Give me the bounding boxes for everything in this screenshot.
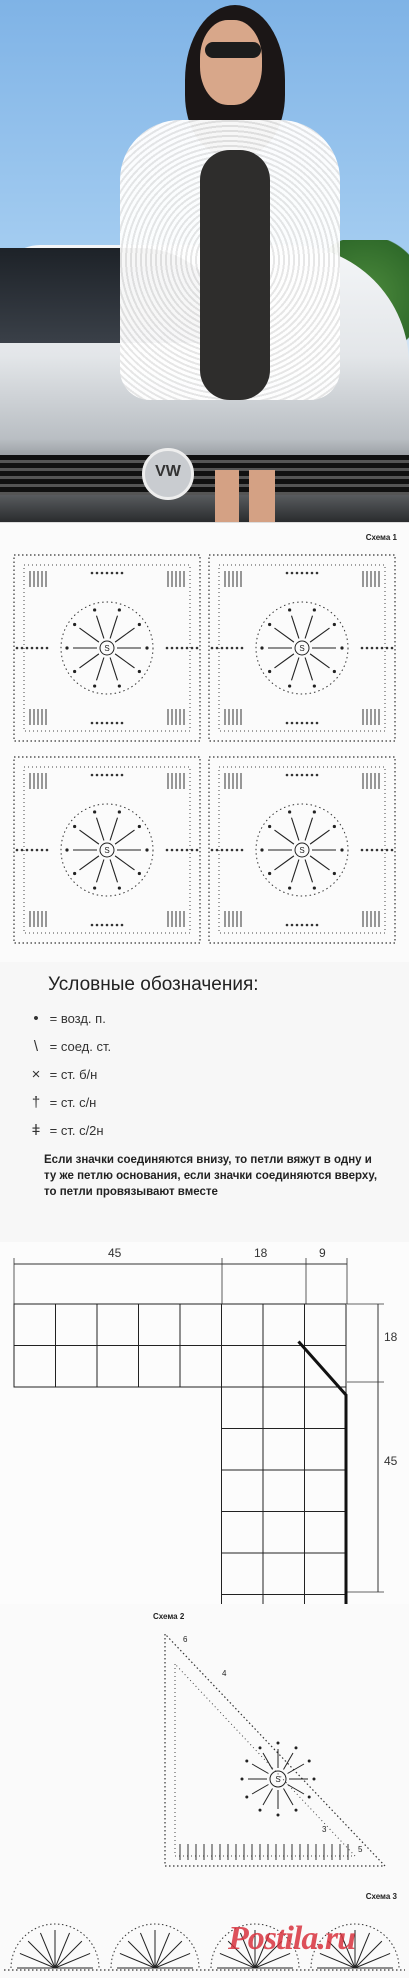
motif-chain-dot [65, 848, 68, 851]
motif-side-dot [311, 572, 314, 575]
motif-petal-stitch [79, 830, 98, 844]
motif-chain-dot [288, 810, 291, 813]
dimension-18-right: 18 [384, 1330, 398, 1344]
car-emblem-icon [142, 448, 194, 500]
grid-cell [222, 1304, 264, 1346]
motif-side-dot [306, 572, 309, 575]
grid-cell [222, 1512, 264, 1554]
motif-side-dot [21, 647, 24, 650]
neckline-edge [299, 1342, 347, 1605]
triangle-inner [175, 1664, 355, 1856]
motif-chain-dot [73, 825, 76, 828]
motif-petal-stitch [310, 628, 329, 642]
motif-petal-stitch [305, 818, 312, 841]
sunglasses-icon [205, 42, 261, 58]
motif-side-dot [91, 722, 94, 725]
motif-chain-dot [268, 623, 271, 626]
chain-dot [245, 1760, 248, 1763]
motif-side-dot [106, 924, 109, 927]
motif-side-dot [386, 647, 389, 650]
motif-side-dot [31, 849, 34, 852]
grid-cell [222, 1470, 264, 1512]
motif-side-dot [106, 722, 109, 725]
backslash-icon: \ [33, 1038, 39, 1055]
chain-dot [241, 1778, 244, 1781]
motif-chain-dot [73, 670, 76, 673]
grid-cell [56, 1304, 98, 1346]
assembly-grid [0, 1242, 409, 1604]
motif-petal-stitch [305, 616, 312, 639]
motif-chain-dot [313, 810, 316, 813]
motif-chain-dot [93, 684, 96, 687]
grid-cell [305, 1429, 347, 1471]
triangle-outline [165, 1634, 385, 1866]
motif-side-dot [286, 774, 289, 777]
motif-side-dot [111, 774, 114, 777]
motif-side-dot [381, 647, 384, 650]
scheme-1 [0, 522, 409, 963]
scheme-1-diagram [10, 551, 399, 955]
motif-petal-stitch [310, 856, 329, 870]
motif-side-dot [121, 722, 124, 725]
motif-side-dot [26, 849, 29, 852]
grid-cell [180, 1304, 222, 1346]
motif-side-dot [306, 722, 309, 725]
motif-center-label: S [104, 644, 110, 653]
motif-chain-dot [333, 623, 336, 626]
motif-side-dot [196, 647, 199, 650]
motif-petal-stitch [115, 856, 134, 870]
motif-side-dot [46, 849, 49, 852]
motif-chain-dot [333, 825, 336, 828]
motif-side-dot [316, 924, 319, 927]
motif-side-dot [26, 647, 29, 650]
motif-side-dot [121, 572, 124, 575]
motif-side-dot [41, 849, 44, 852]
double-dagger-icon: ǂ [31, 1122, 41, 1139]
motif-chain-dot [93, 886, 96, 889]
grid-cell [305, 1346, 347, 1388]
scallop-stitch [55, 1941, 82, 1968]
dagger-icon: † [31, 1094, 41, 1111]
motif-chain-dot [138, 825, 141, 828]
petal-stitch [263, 1753, 273, 1769]
motif-side-dot [371, 647, 374, 650]
legend-text: = ст. с/2н [49, 1123, 104, 1138]
motif-petal-stitch [291, 860, 298, 883]
motif-side-dot [96, 722, 99, 725]
motif-side-dot [301, 722, 304, 725]
legend-title: Условные обозначения: [48, 974, 259, 995]
motif-side-dot [236, 647, 239, 650]
motif-side-dot [171, 849, 174, 852]
motif-side-dot [191, 849, 194, 852]
motif-side-dot [361, 849, 364, 852]
motif-chain-dot [340, 848, 343, 851]
motif-chain-dot [288, 608, 291, 611]
legend-row-sc [26, 1064, 97, 1086]
motif-center-label: S [299, 644, 305, 653]
motif-side-dot [191, 647, 194, 650]
motif-side-dot [241, 647, 244, 650]
motif-side-dot [221, 849, 224, 852]
legend-note: Если значки соединяются внизу, то петли вяжут в одну и ту же петлю основания, если значки соединяются вверху, то петли провязывают вместе [44, 1154, 378, 1198]
motif-side-dot [311, 774, 314, 777]
motif-side-dot [91, 572, 94, 575]
motif-chain-dot [73, 872, 76, 875]
motif-chain-dot [288, 886, 291, 889]
chain-dot [295, 1746, 298, 1749]
motif-chain-dot [118, 810, 121, 813]
row-number: 6 [183, 1635, 188, 1644]
motif-petal-stitch [96, 616, 103, 639]
motif-chain-dot [313, 608, 316, 611]
motif-petal-stitch [274, 856, 293, 870]
scheme-3 [0, 1886, 409, 1978]
motif-side-dot [291, 774, 294, 777]
scheme-2 [0, 1604, 409, 1886]
motif-side-dot [226, 647, 229, 650]
motif-side-dot [311, 924, 314, 927]
motif-chain-dot [333, 670, 336, 673]
motif-petal-stitch [305, 658, 312, 681]
motif-petal-stitch [115, 654, 134, 668]
grid-cell [180, 1346, 222, 1388]
row-number: 3 [322, 1825, 327, 1834]
grid-cell [263, 1304, 305, 1346]
motif-petal-stitch [110, 658, 117, 681]
motif-side-dot [181, 849, 184, 852]
motif-chain-dot [93, 608, 96, 611]
petal-stitch [284, 1789, 294, 1805]
motif-petal-stitch [96, 658, 103, 681]
grid-cell [263, 1553, 305, 1595]
motif-petal-stitch [79, 628, 98, 642]
grid-cell [263, 1387, 305, 1429]
petal-stitch [252, 1785, 268, 1795]
motif-side-dot [286, 722, 289, 725]
motif-petal-stitch [115, 628, 134, 642]
motif-chain-dot [138, 670, 141, 673]
motif-petal-stitch [274, 654, 293, 668]
grid-cell [56, 1346, 98, 1388]
motif-side-dot [296, 774, 299, 777]
legend-text: = ст. б/н [49, 1067, 98, 1082]
scallop-stitch [355, 1941, 382, 1968]
motif-petal-stitch [291, 658, 298, 681]
motif-chain-dot [65, 646, 68, 649]
chain-dot [308, 1760, 311, 1763]
grid-cell [14, 1304, 56, 1346]
motif-chain-dot [313, 684, 316, 687]
grid-cell [305, 1595, 347, 1605]
motif-petal-stitch [79, 654, 98, 668]
motif-side-dot [91, 774, 94, 777]
motif-chain-dot [138, 872, 141, 875]
grid-cell [14, 1346, 56, 1388]
chain-dot [245, 1796, 248, 1799]
motif-petal-stitch [96, 818, 103, 841]
motif-petal-stitch [79, 856, 98, 870]
center-label: S [275, 1775, 281, 1784]
chain-dot [259, 1746, 262, 1749]
legend-row-tr [26, 1120, 104, 1142]
motif-side-dot [36, 647, 39, 650]
motif-center-label: S [299, 846, 305, 855]
grid-cell [263, 1470, 305, 1512]
motif-side-dot [121, 774, 124, 777]
dimension-9-top: 9 [319, 1246, 326, 1260]
motif-side-dot [296, 722, 299, 725]
motif-side-dot [361, 647, 364, 650]
motif-side-dot [36, 849, 39, 852]
grid-cell [263, 1512, 305, 1554]
motif-chain-dot [93, 810, 96, 813]
grid-cell [263, 1595, 305, 1605]
cross-icon: × [31, 1066, 41, 1083]
grid-cell [305, 1470, 347, 1512]
model-face [200, 20, 262, 105]
dimension-45-right: 45 [384, 1454, 398, 1468]
scallop-stitch [155, 1941, 182, 1968]
grid-cell [222, 1346, 264, 1388]
motif-side-dot [101, 774, 104, 777]
motif-side-dot [371, 849, 374, 852]
motif-side-dot [166, 849, 169, 852]
petal-stitch [288, 1785, 304, 1795]
motif-side-dot [196, 849, 199, 852]
chain-dot [277, 1814, 280, 1817]
motif-side-dot [286, 924, 289, 927]
legend-text: = соед. ст. [49, 1039, 112, 1054]
motif-petal-stitch [110, 860, 117, 883]
legend-text: = возд. п. [49, 1011, 106, 1026]
grid-cell [139, 1304, 181, 1346]
motif-side-dot [116, 924, 119, 927]
motif-petal-stitch [310, 830, 329, 844]
grid-cell [305, 1304, 347, 1346]
motif-side-dot [176, 849, 179, 852]
row-number: 4 [222, 1669, 227, 1678]
motif-center-label: S [104, 846, 110, 855]
grid-cell [222, 1387, 264, 1429]
assembly-diagram [0, 1242, 409, 1604]
motif-side-dot [101, 572, 104, 575]
motif-side-dot [111, 572, 114, 575]
motif-side-dot [241, 849, 244, 852]
grid-cell [305, 1553, 347, 1595]
row-number: 5 [358, 1845, 363, 1854]
motif-chain-dot [333, 872, 336, 875]
legend-row-slip [26, 1036, 111, 1058]
motif-side-dot [166, 647, 169, 650]
motif-side-dot [171, 647, 174, 650]
scheme-2-label: Схема 2 [153, 1612, 185, 1621]
motif-petal-stitch [274, 628, 293, 642]
motif-side-dot [301, 774, 304, 777]
motif-chain-dot [313, 886, 316, 889]
motif-side-dot [96, 572, 99, 575]
motif-side-dot [96, 774, 99, 777]
dimension-18-top: 18 [254, 1246, 268, 1260]
grid-cell [97, 1304, 139, 1346]
motif-petal-stitch [115, 830, 134, 844]
dot-icon: • [33, 1010, 39, 1027]
motif-side-dot [286, 572, 289, 575]
motif-side-dot [386, 849, 389, 852]
motif-side-dot [211, 647, 214, 650]
watermark-logo: Postila.ru [228, 1920, 355, 1957]
motif-side-dot [216, 849, 219, 852]
model-dress [200, 150, 270, 400]
motif-petal-stitch [291, 818, 298, 841]
motif-chain-dot [73, 623, 76, 626]
motif-side-dot [366, 647, 369, 650]
motif-chain-dot [288, 684, 291, 687]
motif-chain-dot [268, 825, 271, 828]
motif-side-dot [221, 647, 224, 650]
motif-side-dot [186, 647, 189, 650]
motif-side-dot [291, 924, 294, 927]
model-legs [215, 470, 275, 522]
motif-petal-stitch [310, 654, 329, 668]
grid-cell [305, 1512, 347, 1554]
motif-side-dot [116, 774, 119, 777]
motif-side-dot [231, 647, 234, 650]
motif-side-dot [46, 647, 49, 650]
motif-petal-stitch [96, 860, 103, 883]
grid-cell [97, 1346, 139, 1388]
motif-side-dot [216, 647, 219, 650]
motif-side-dot [106, 774, 109, 777]
motif-chain-dot [138, 623, 141, 626]
chain-dot [313, 1778, 316, 1781]
motif-side-dot [296, 924, 299, 927]
grid-cell [222, 1553, 264, 1595]
grid-cell [222, 1595, 264, 1605]
motif-petal-stitch [110, 818, 117, 841]
motif-side-dot [186, 849, 189, 852]
petal-stitch [263, 1789, 273, 1805]
motif-side-dot [291, 572, 294, 575]
motif-side-dot [31, 647, 34, 650]
motif-side-dot [101, 924, 104, 927]
motif-petal-stitch [274, 830, 293, 844]
motif-side-dot [91, 924, 94, 927]
legend-row-dc [26, 1092, 96, 1114]
motif-side-dot [291, 722, 294, 725]
motif-side-dot [16, 849, 19, 852]
motif-side-dot [101, 722, 104, 725]
scheme-2-diagram [0, 1604, 409, 1886]
motif-chain-dot [260, 848, 263, 851]
motif-side-dot [296, 572, 299, 575]
grid-cell [222, 1429, 264, 1471]
motif-chain-dot [118, 608, 121, 611]
legend-text: = ст. с/н [49, 1095, 97, 1110]
motif-chain-dot [260, 646, 263, 649]
grid-cell [263, 1429, 305, 1471]
motif-side-dot [316, 572, 319, 575]
motif-side-dot [121, 924, 124, 927]
scheme-1-label: Схема 1 [365, 533, 397, 542]
motif-side-dot [96, 924, 99, 927]
chain-dot [259, 1809, 262, 1812]
scallop-stitch [28, 1941, 55, 1968]
motif-side-dot [111, 924, 114, 927]
grid-cell [305, 1387, 347, 1429]
motif-side-dot [176, 647, 179, 650]
motif-side-dot [306, 924, 309, 927]
motif-side-dot [16, 647, 19, 650]
motif-side-dot [366, 849, 369, 852]
motif-side-dot [231, 849, 234, 852]
motif-side-dot [211, 849, 214, 852]
motif-side-dot [376, 849, 379, 852]
petal-stitch [288, 1764, 304, 1774]
dimension-45-top: 45 [108, 1246, 122, 1260]
motif-side-dot [376, 647, 379, 650]
motif-side-dot [236, 849, 239, 852]
grid-cell [263, 1346, 305, 1388]
chain-dot [295, 1809, 298, 1812]
motif-chain-dot [145, 646, 148, 649]
motif-side-dot [106, 572, 109, 575]
grid-cell [139, 1346, 181, 1388]
model-photo [0, 0, 409, 522]
motif-side-dot [226, 849, 229, 852]
motif-chain-dot [268, 872, 271, 875]
motif-side-dot [116, 572, 119, 575]
scallop-stitch [128, 1941, 155, 1968]
motif-side-dot [111, 722, 114, 725]
petal-stitch [252, 1764, 268, 1774]
motif-side-dot [306, 774, 309, 777]
motif-side-dot [301, 572, 304, 575]
motif-chain-dot [340, 646, 343, 649]
motif-side-dot [181, 647, 184, 650]
legend-row-chain [26, 1008, 106, 1030]
motif-side-dot [116, 722, 119, 725]
motif-side-dot [391, 849, 394, 852]
motif-chain-dot [118, 684, 121, 687]
motif-side-dot [316, 774, 319, 777]
motif-chain-dot [118, 886, 121, 889]
motif-side-dot [301, 924, 304, 927]
motif-side-dot [381, 849, 384, 852]
motif-side-dot [41, 647, 44, 650]
motif-chain-dot [268, 670, 271, 673]
chain-dot [308, 1796, 311, 1799]
chain-dot [277, 1742, 280, 1745]
motif-petal-stitch [110, 616, 117, 639]
motif-side-dot [21, 849, 24, 852]
motif-side-dot [391, 647, 394, 650]
motif-side-dot [316, 722, 319, 725]
car-grille [0, 455, 409, 495]
motif-side-dot [311, 722, 314, 725]
motif-petal-stitch [291, 616, 298, 639]
motif-petal-stitch [305, 860, 312, 883]
scheme-3-label: Схема 3 [365, 1892, 397, 1901]
legend [0, 962, 409, 1242]
motif-chain-dot [145, 848, 148, 851]
